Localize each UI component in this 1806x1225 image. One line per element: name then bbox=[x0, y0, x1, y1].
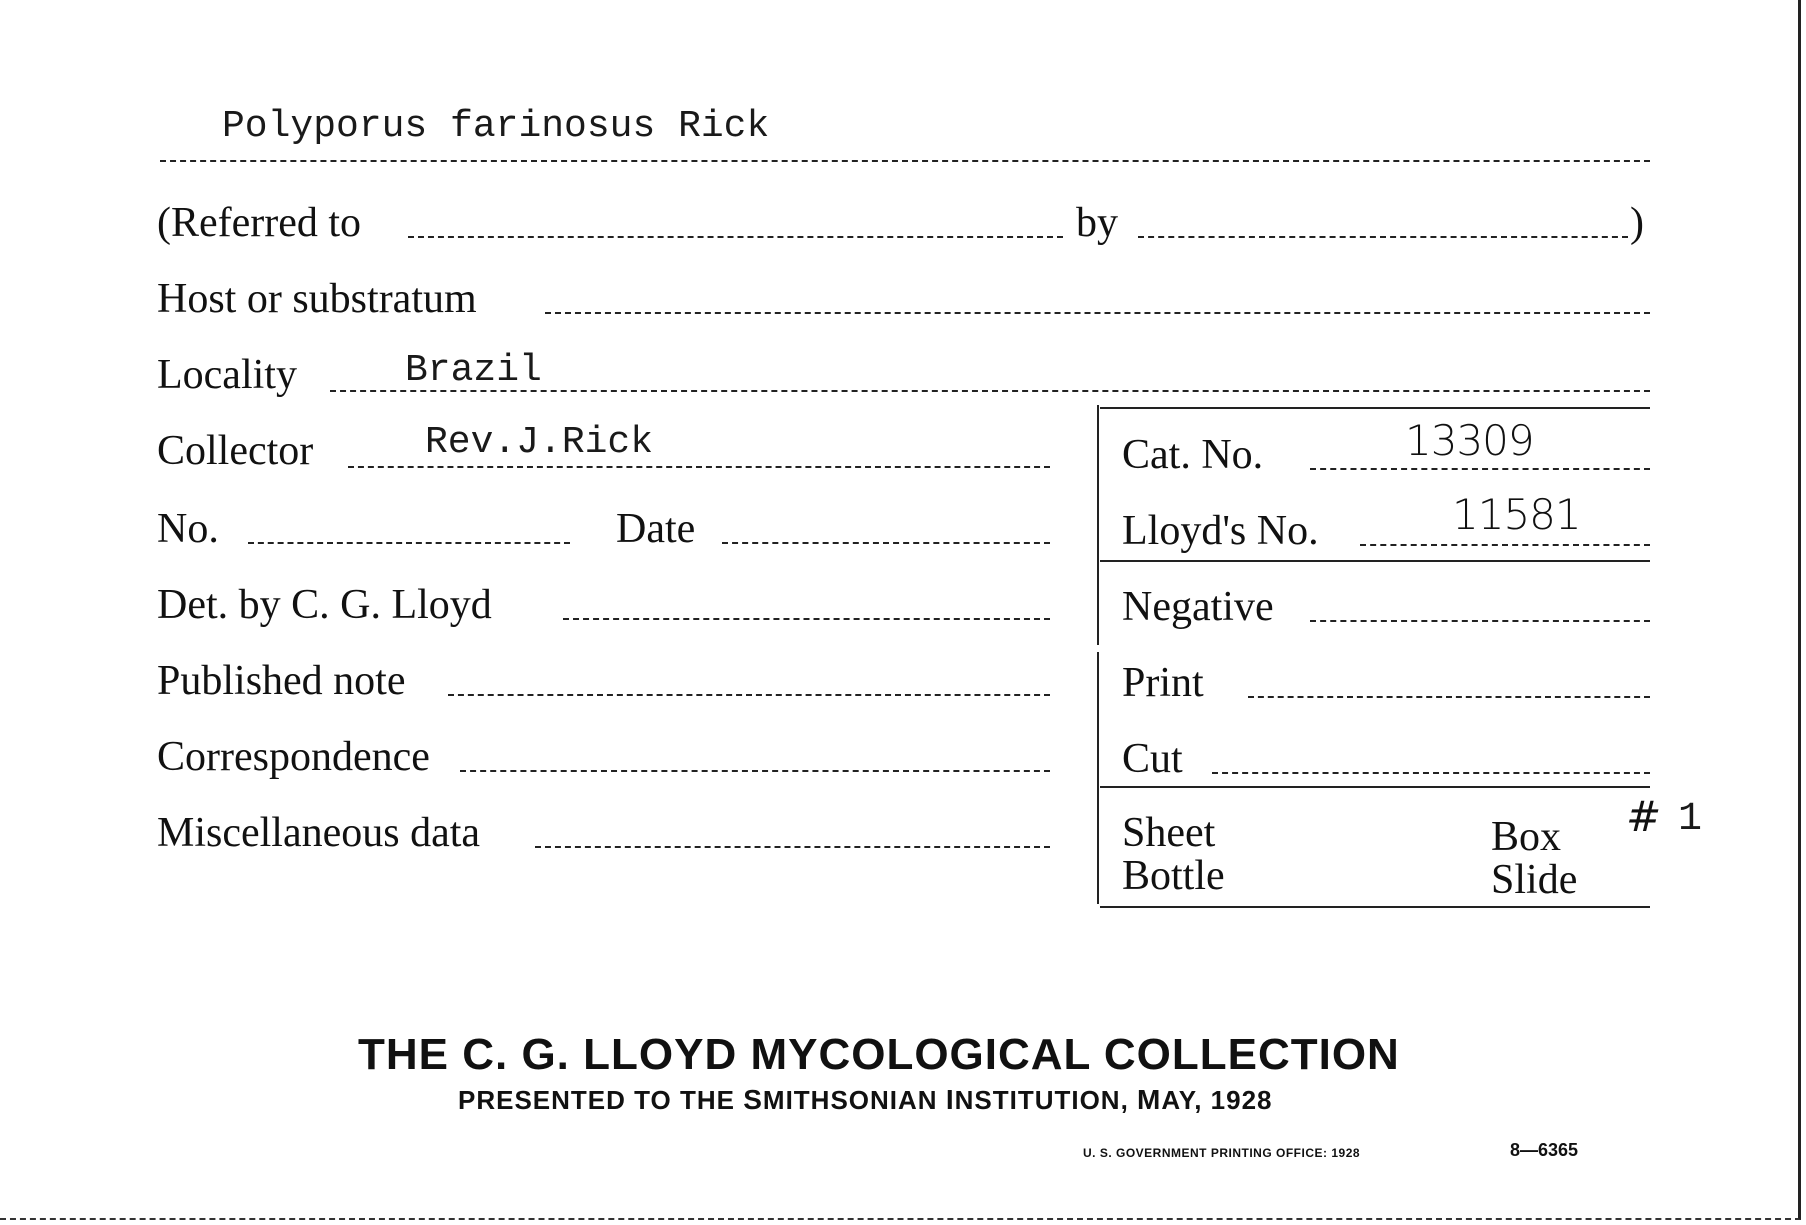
collector-value: Rev.J.Rick bbox=[425, 421, 654, 464]
collector-label: Collector bbox=[157, 428, 314, 474]
footer-subtitle bbox=[458, 1084, 1273, 1116]
referred-to-line bbox=[408, 236, 1063, 238]
published-label: Published note bbox=[157, 658, 406, 704]
misc-label: Miscellaneous data bbox=[157, 810, 481, 856]
print-label: Print bbox=[1122, 660, 1204, 706]
cut-line bbox=[1212, 772, 1650, 774]
footer-title: THE C. G. LLOYD MYCOLOGICAL COLLECTION bbox=[358, 1030, 1400, 1079]
misc-line bbox=[535, 846, 1050, 848]
det-label: Det. by C. G. Lloyd bbox=[157, 582, 492, 628]
cat-no-label: Cat. No. bbox=[1122, 432, 1264, 478]
close-paren: ) bbox=[1630, 200, 1644, 246]
cut-label: Cut bbox=[1122, 736, 1183, 782]
subtitle-mithsonian: MITHSONIAN bbox=[762, 1085, 946, 1115]
subtitle-m: M bbox=[1137, 1084, 1162, 1115]
correspondence-line bbox=[460, 770, 1050, 772]
negative-label: Negative bbox=[1122, 584, 1274, 630]
negative-line bbox=[1310, 620, 1650, 622]
sheet-label: Sheet bbox=[1122, 810, 1216, 856]
subtitle-ay: AY, 1928 bbox=[1161, 1085, 1273, 1115]
locality-value: Brazil bbox=[405, 349, 542, 392]
bottle-label: Bottle bbox=[1122, 853, 1225, 899]
det-line bbox=[563, 618, 1050, 620]
lloyds-no-line bbox=[1360, 544, 1650, 546]
date-line bbox=[722, 542, 1050, 544]
lloyds-no-value: 11581 bbox=[1452, 490, 1581, 539]
lloyds-no-label: Lloyd's No. bbox=[1122, 508, 1319, 554]
by-label: by bbox=[1076, 200, 1118, 246]
hash-mark: # bbox=[1626, 792, 1661, 841]
cat-no-line bbox=[1310, 468, 1650, 470]
collector-line bbox=[348, 466, 1050, 468]
cat-no-value: 13309 bbox=[1405, 416, 1534, 465]
host-label: Host or substratum bbox=[157, 276, 477, 322]
subtitle-prefix: PRESENTED TO THE bbox=[458, 1085, 744, 1115]
print-line bbox=[1248, 696, 1650, 698]
slide-label: Slide bbox=[1491, 857, 1578, 903]
specimen-name-line bbox=[160, 160, 1650, 162]
subtitle-s: S bbox=[743, 1084, 763, 1115]
box-number: 1 bbox=[1678, 797, 1703, 842]
box-label: Box bbox=[1491, 814, 1562, 860]
date-label: Date bbox=[616, 506, 696, 552]
referred-to-label: (Referred to bbox=[157, 200, 362, 246]
correspondence-label: Correspondence bbox=[157, 734, 430, 780]
form-number: 8—6365 bbox=[1510, 1140, 1579, 1160]
subtitle-nstitution: NSTITUTION, bbox=[954, 1085, 1138, 1115]
box-bottom-border bbox=[1100, 906, 1650, 908]
box-divider-1 bbox=[1100, 560, 1650, 562]
host-line bbox=[545, 312, 1650, 314]
no-line bbox=[248, 542, 570, 544]
published-line bbox=[448, 694, 1050, 696]
locality-label: Locality bbox=[157, 352, 297, 398]
box-divider-2 bbox=[1100, 786, 1650, 788]
box-left-border-top bbox=[1097, 405, 1099, 645]
by-line bbox=[1138, 236, 1628, 238]
specimen-name: Polyporus farinosus Rick bbox=[222, 105, 770, 148]
box-left-border-bottom bbox=[1097, 652, 1099, 904]
printing-office: U. S. GOVERNMENT PRINTING OFFICE: 1928 bbox=[1083, 1146, 1361, 1160]
box-top-border bbox=[1100, 407, 1650, 409]
subtitle-i: I bbox=[945, 1084, 955, 1115]
no-label: No. bbox=[157, 506, 219, 552]
